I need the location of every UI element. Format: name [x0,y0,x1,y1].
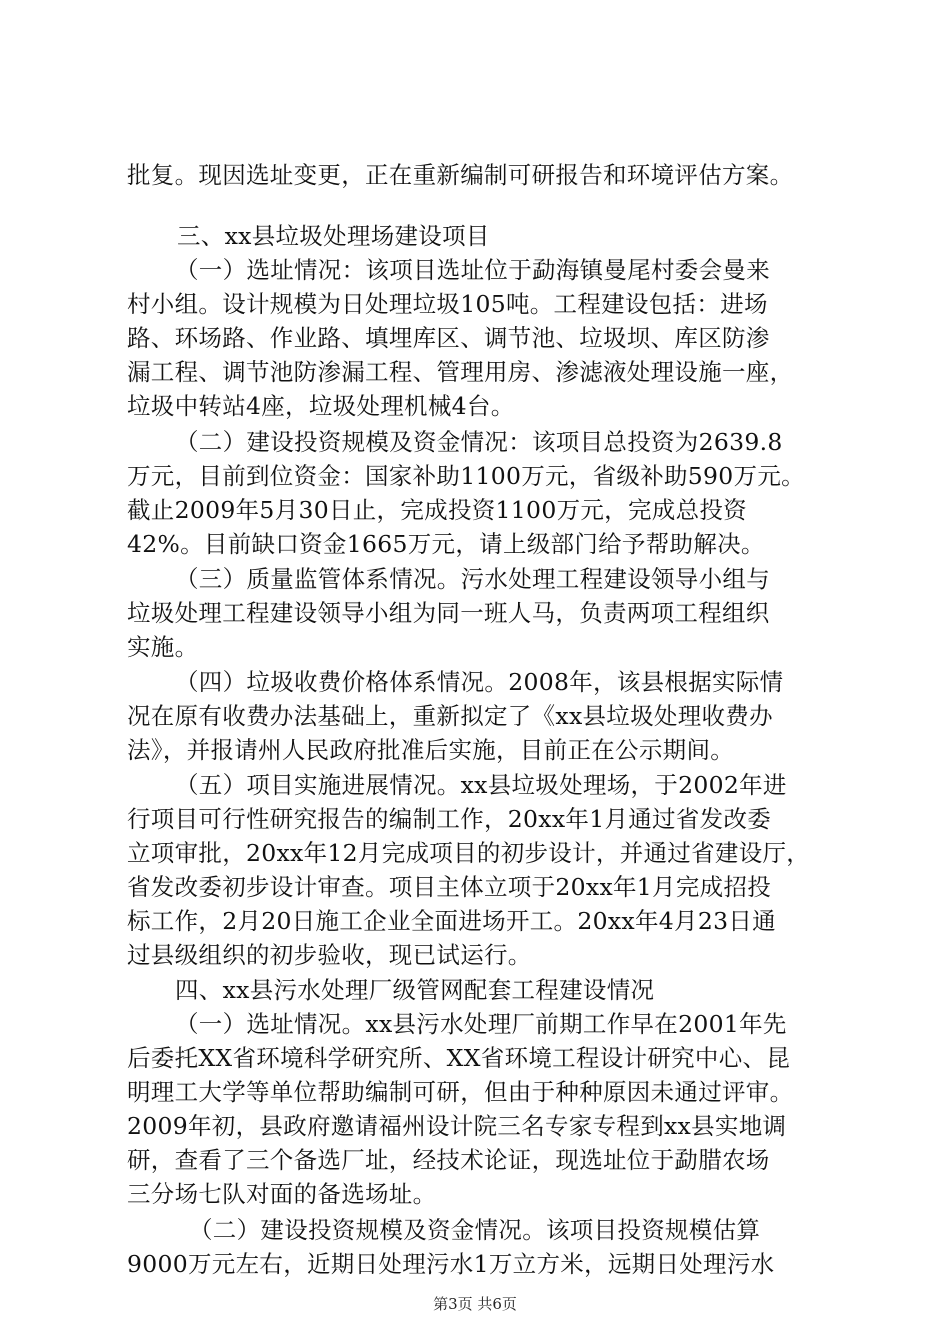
text-line: 后委托XX省环境科学研究所、XX省环境工程设计研究中心、昆 [127,1044,791,1072]
text-line: （四）垃圾收费价格体系情况。2008年，该县根据实际情 [175,668,784,696]
page-number-footer: 第3页 共6页 [433,1295,517,1313]
text-line: 省发改委初步设计审查。项目主体立项于20xx年1月完成招投 [127,873,772,901]
text-line: （三）质量监管体系情况。污水处理工程建设领导小组与 [175,565,770,593]
section-heading: 四、xx县污水处理厂级管网配套工程建设情况 [175,976,655,1004]
text-line: 批复。现因选址变更，正在重新编制可研报告和环境评估方案。 [127,161,794,189]
text-line: （二）建设投资规模及资金情况：该项目总投资为2639.8 [175,428,783,456]
text-line: 42%。目前缺口资金1665万元，请上级部门给予帮助解决。 [127,530,765,558]
text-line: 9000万元左右，近期日处理污水1万立方米，远期日处理污水 [127,1250,775,1278]
text-line: 过县级组织的初步验收，现已试运行。 [127,941,532,969]
text-line: 垃圾中转站4座，垃圾处理机械4台。 [127,392,515,420]
text-line: 三分场七队对面的备选场址。 [127,1180,437,1208]
text-line: （一）选址情况：该项目选址位于勐海镇曼尾村委会曼来 [175,256,770,284]
text-line: 截止2009年5月30日止，完成投资1100万元，完成总投资 [127,496,747,524]
text-line: 明理工大学等单位帮助编制可研，但由于种种原因未通过评审。 [127,1078,794,1106]
text-line: 实施。 [127,633,199,661]
text-line: （一）选址情况。xx县污水处理厂前期工作早在2001年先 [175,1010,787,1038]
text-line: 万元，目前到位资金：国家补助1100万元，省级补助590万元。 [127,462,805,490]
text-line: （五）项目实施进展情况。xx县垃圾处理场，于2002年进 [175,771,787,799]
text-line: 况在原有收费办法基础上，重新拟定了《xx县垃圾处理收费办 [127,702,773,730]
text-line: 2009年初，县政府邀请福州设计院三名专家专程到xx县实地调 [127,1112,787,1140]
text-line: 路、环场路、作业路、填埋库区、调节池、垃圾坝、库区防渗 [127,324,770,352]
text-line: （二）建设投资规模及资金情况。该项目投资规模估算 [189,1216,761,1244]
text-line: 漏工程、调节池防渗漏工程、管理用房、渗滤液处理设施一座， [127,358,794,386]
text-line: 村小组。设计规模为日处理垃圾105吨。工程建设包括：进场 [127,290,768,318]
text-line: 垃圾处理工程建设领导小组为同一班人马，负责两项工程组织 [127,599,770,627]
text-line: 立项审批，20xx年12月完成项目的初步设计，并通过省建设厅， [127,839,811,867]
section-heading: 三、xx县垃圾处理场建设项目 [177,222,490,250]
text-line: 行项目可行性研究报告的编制工作，20xx年1月通过省发改委 [127,805,772,833]
text-line: 法》，并报请州人民政府批准后实施，目前正在公示期间。 [127,736,735,764]
text-line: 标工作，2月20日施工企业全面进场开工。20xx年4月23日通 [127,907,776,935]
text-line: 研，查看了三个备选厂址，经技术论证，现选址位于勐腊农场 [127,1146,770,1174]
